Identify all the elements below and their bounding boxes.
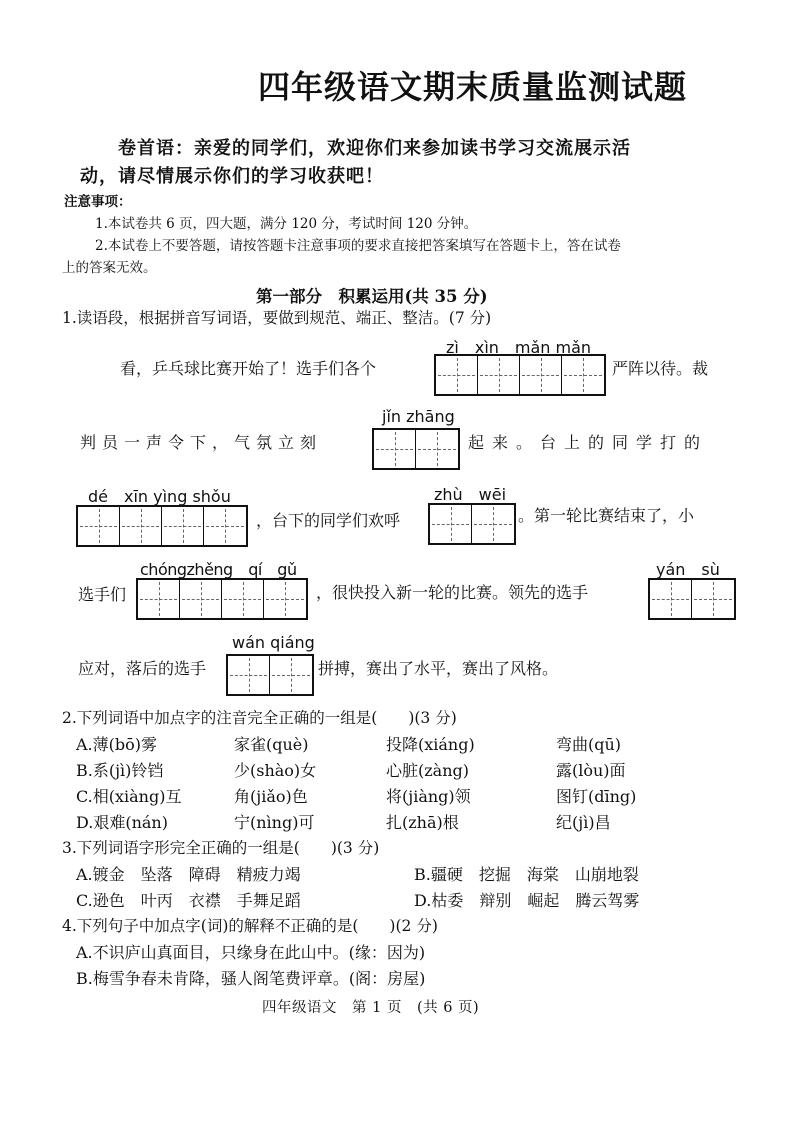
answer-box-4[interactable] bbox=[428, 503, 516, 545]
notice-item-1: 1.本试卷共 6 页，四大题，满分 120 分，考试时间 120 分钟。 bbox=[95, 216, 478, 232]
q2-a2: 家雀(què) bbox=[234, 735, 309, 754]
pinyin-jinzhang: jǐn zhāng bbox=[382, 407, 455, 426]
q1-stem: 1.读语段，根据拼音写词语，要做到规范、端正、整洁。(7 分) bbox=[62, 309, 492, 327]
q3-option-d: D.枯委 辩别 崛起 腾云驾雾 bbox=[414, 891, 640, 910]
pinyin-zixinmanman: zì xìn mǎn mǎn bbox=[446, 338, 592, 357]
q1-text-2: 判员一声令下，气氛立刻 bbox=[80, 433, 323, 452]
pinyin-yansu: yán sù bbox=[656, 560, 720, 579]
q1-text-4b: ，很快投入新一轮的比赛。领先的选手 bbox=[316, 583, 589, 602]
q1-text-5b: 拼搏，赛出了水平，赛出了风格。 bbox=[318, 659, 559, 678]
q1-text-1: 看，乒乓球比赛开始了！选手们各个 bbox=[120, 359, 377, 378]
q1-text-4: 选手们 bbox=[78, 585, 127, 604]
answer-box-2[interactable] bbox=[372, 428, 460, 470]
answer-box-6[interactable] bbox=[648, 578, 736, 620]
q2-a4: 弯曲(qū) bbox=[556, 735, 622, 754]
q2-c3: 将(jiàng)领 bbox=[386, 787, 471, 806]
pinyin-chongzhengqigu: chóngzhěng qí gǔ bbox=[140, 560, 297, 579]
pinyin-dexinyingshou: dé xīn yìng shǒu bbox=[88, 487, 231, 506]
q4-option-a: A.不识庐山真面目，只缘身在此山中。(缘：因为) bbox=[76, 943, 426, 962]
q2-a1: A.薄(bō)雾 bbox=[76, 735, 158, 754]
section-heading: 第一部分 积累运用(共 35 分) bbox=[256, 287, 488, 306]
q2-d4: 纪(jì)昌 bbox=[556, 813, 611, 832]
preface-line-2: 动，请尽情展示你们的学习收获吧！ bbox=[80, 166, 384, 187]
answer-box-7[interactable] bbox=[226, 654, 314, 696]
q4-stem: 4.下列句子中加点字(词)的解释不正确的是( )(2 分) bbox=[62, 917, 438, 935]
q2-b3: 心脏(zàng) bbox=[386, 761, 470, 780]
q4-option-b: B.梅雪争春未肯降，骚人阁笔费评章。(阁：房屋) bbox=[76, 969, 426, 988]
notice-item-2b: 上的答案无效。 bbox=[62, 260, 157, 276]
q1-text-3b: 。第一轮比赛结束了，小 bbox=[518, 506, 695, 525]
q2-d3: 扎(zhā)根 bbox=[386, 813, 459, 832]
q2-a3: 投降(xiáng) bbox=[386, 735, 475, 754]
answer-box-5[interactable] bbox=[136, 578, 308, 620]
answer-box-1[interactable] bbox=[434, 354, 606, 396]
q1-text-1b: 严阵以待。裁 bbox=[612, 359, 709, 378]
q2-d2: 宁(nìng)可 bbox=[234, 813, 315, 832]
q3-option-a: A.镀金 坠落 障碍 精疲力竭 bbox=[76, 865, 301, 884]
notice-item-2a: 2.本试卷上不要答题，请按答题卡注意事项的要求直接把答案填写在答题卡上，答在试卷 bbox=[95, 238, 621, 254]
q2-d1: D.艰难(nán) bbox=[76, 813, 168, 832]
q1-text-5: 应对，落后的选手 bbox=[78, 659, 207, 678]
preface-line-1: 卷首语：亲爱的同学们，欢迎你们来参加读书学习交流展示活 bbox=[118, 138, 631, 159]
q1-text-2b: 起来。台上的同学打的 bbox=[468, 433, 709, 452]
page-footer: 四年级语文 第 1 页 (共 6 页) bbox=[262, 1000, 480, 1016]
q1-text-3: ，台下的同学们欢呼 bbox=[256, 511, 401, 530]
notice-heading: 注意事项： bbox=[64, 194, 132, 210]
page-title: 四年级语文期末质量监测试题 bbox=[258, 68, 688, 106]
q3-option-c: C.逊色 叶丙 衣襟 手舞足蹈 bbox=[76, 891, 301, 910]
pinyin-wanqiang: wán qiáng bbox=[232, 633, 315, 652]
q2-b4: 露(lòu)面 bbox=[556, 761, 626, 780]
q2-c4: 图钉(dīng) bbox=[556, 787, 637, 806]
q2-stem: 2.下列词语中加点字的注音完全正确的一组是( )(3 分) bbox=[62, 709, 457, 727]
q2-b1: B.系(jì)铃铛 bbox=[76, 761, 164, 780]
q2-c1: C.相(xiàng)互 bbox=[76, 787, 182, 806]
q3-option-b: B.疆硬 挖掘 海棠 山崩地裂 bbox=[414, 865, 639, 884]
q2-c2: 角(jiǎo)色 bbox=[234, 787, 308, 806]
q3-stem: 3.下列词语字形完全正确的一组是( )(3 分) bbox=[62, 839, 380, 857]
q2-b2: 少(shào)女 bbox=[234, 761, 317, 780]
answer-box-3[interactable] bbox=[76, 505, 248, 547]
pinyin-zhuwei: zhù wēi bbox=[434, 485, 507, 504]
